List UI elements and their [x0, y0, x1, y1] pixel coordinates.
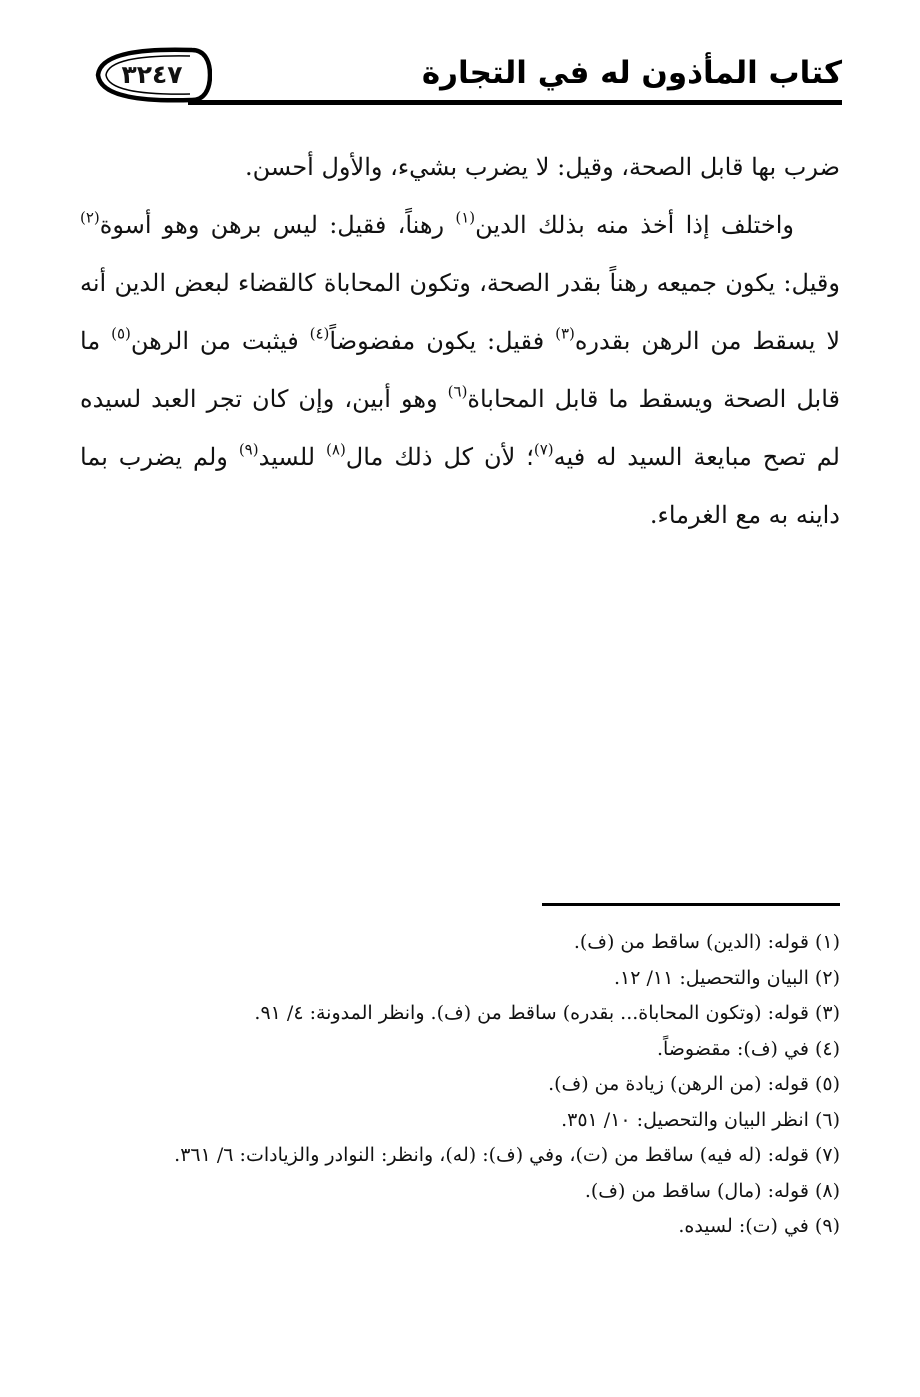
paragraph: ضرب بها قابل الصحة، وقيل: لا يضرب بشيء، والأول أحسن. — [245, 153, 840, 181]
text-segment: رهناً، فقيل: ليس برهن وهو أسوة — [99, 211, 456, 239]
text-segment: للسيد — [258, 443, 327, 471]
footnote-separator — [542, 903, 840, 906]
text-segment: ؛ لأن كل ذلك مال — [345, 443, 534, 471]
text-segment: ما قابل الصحة ويسقط ما قابل المحاباة — [80, 327, 840, 413]
running-title: كتاب المأذون له في التجارة — [421, 55, 842, 91]
footnote-item: (٤) في (ف): مقضوضاً. — [656, 1037, 840, 1060]
page-header — [92, 40, 842, 112]
footnote-item: (٥) قوله: (من الرهن) زيادة من (ف). — [548, 1073, 840, 1095]
text-segment: واختلف إذا أخذ منه بذلك الدين — [475, 211, 794, 239]
footnote-item: (٣) قوله: (وتكون المحاباة... بقدره) ساقط من (ف). وانظر المدونة: ٤/ ٩١. — [254, 1002, 840, 1024]
footnote-ref[interactable]: (٥) — [111, 324, 131, 343]
footnote-ref[interactable]: (٨) — [326, 440, 346, 459]
footnote-item: (٧) قوله: (له فيه) ساقط من (ت)، وفي (ف): (له)، وانظر: النوادر والزيادات: ٦/ ٣٦١. — [174, 1144, 840, 1166]
footnote-item: (١) قوله: (الدين) ساقط من (ف). — [573, 931, 840, 953]
footnote-ref[interactable]: (٦) — [447, 382, 468, 401]
header-rule — [188, 100, 842, 105]
footnote-ref[interactable]: (٢) — [80, 208, 100, 227]
text-segment: فيثبت من الرهن — [130, 327, 310, 355]
footnote-item: (٦) انظر البيان والتحصيل: ١٠/ ٣٥١. — [561, 1108, 840, 1131]
footnote-item: (٨) قوله: (مال) ساقط من (ف). — [584, 1179, 840, 1202]
page-number: ٣٢٤٧ — [121, 60, 183, 89]
footnote-ref[interactable]: (٩) — [238, 440, 259, 459]
text-segment: فقيل: يكون مفضوضاً — [329, 327, 556, 355]
footnote-item: (٩) في (ت): لسيده. — [678, 1215, 840, 1237]
text-segment: وهو أبين، وإن كان تجر العبد لسيده لم تصح مبايعة السيد له فيه — [80, 385, 840, 471]
footnote-item: (٢) البيان والتحصيل: ١١/ ١٢. — [613, 966, 840, 989]
text-segment: ولم يضرب بما داينه به مع الغرماء. — [80, 443, 840, 529]
text-segment: وقيل: يكون جميعه رهناً بقدر الصحة، وتكون المحاباة كالقضاء لبعض الدين أنه لا يسقط من الرهن بقدره — [80, 269, 841, 355]
paragraph — [80, 196, 840, 544]
footnote-ref[interactable]: (٤) — [309, 324, 330, 343]
footnote-ref[interactable]: (٧) — [533, 440, 554, 459]
page-number-badge — [92, 44, 212, 106]
footnote-ref[interactable]: (٣) — [555, 324, 575, 343]
footnotes — [80, 925, 840, 1245]
main-text — [80, 138, 840, 544]
footnote-ref[interactable]: (١) — [455, 208, 476, 227]
